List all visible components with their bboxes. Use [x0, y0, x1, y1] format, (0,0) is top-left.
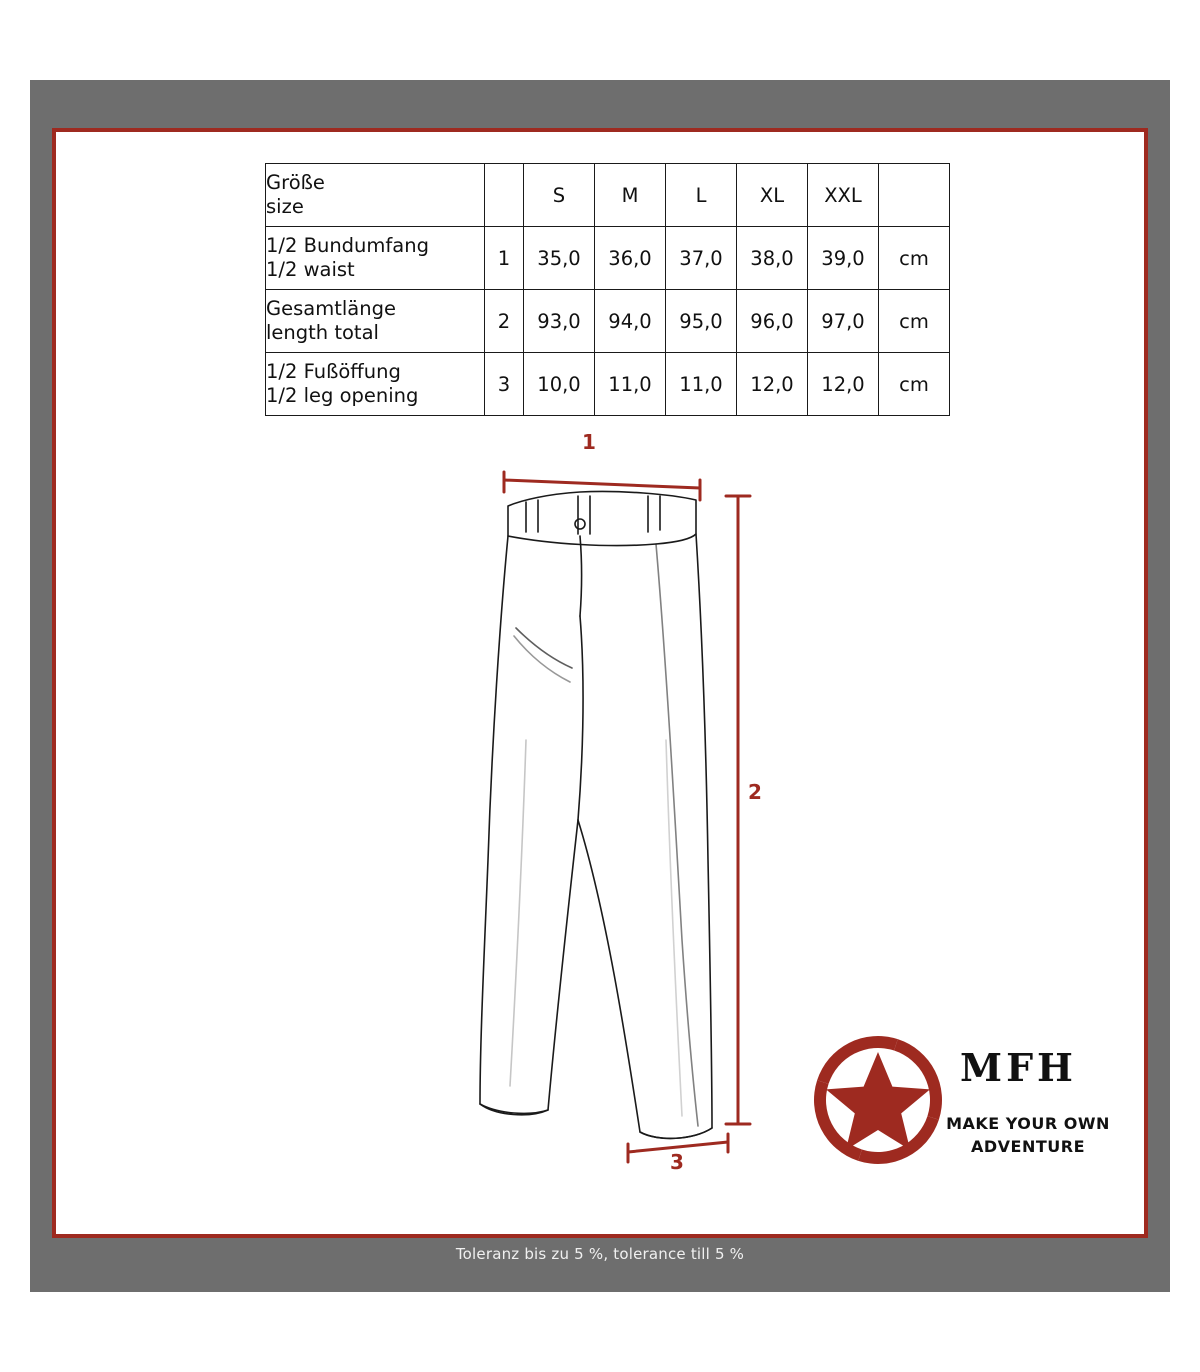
header-unit-cell — [879, 164, 950, 227]
row-value-s: 35,0 — [524, 227, 595, 290]
header-label-en: size — [266, 195, 304, 218]
row-value-m: 36,0 — [595, 227, 666, 290]
row-label-en: length total — [266, 321, 379, 344]
row-value-xxl: 39,0 — [808, 227, 879, 290]
table-header-row — [266, 164, 950, 227]
row-value-s: 10,0 — [524, 353, 595, 416]
trousers-illustration — [430, 430, 850, 1200]
row-unit: cm — [879, 227, 950, 290]
tolerance-note: Toleranz bis zu 5 %, tolerance till 5 % — [455, 1245, 745, 1263]
row-num: 1 — [485, 227, 524, 290]
row-label-de: Gesamtlänge — [266, 296, 396, 320]
table-row — [266, 227, 950, 290]
row-label-length — [266, 290, 485, 353]
star-circle-icon — [808, 1030, 948, 1170]
mfh-logo — [808, 1030, 1118, 1175]
row-value-l: 11,0 — [666, 353, 737, 416]
trousers-drawing-svg — [430, 440, 850, 1200]
row-value-m: 94,0 — [595, 290, 666, 353]
size-table — [265, 163, 950, 416]
logo-tagline-line2: ADVENTURE — [970, 1137, 1086, 1157]
row-num: 2 — [485, 290, 524, 353]
header-label-de: Größe — [266, 170, 325, 194]
header-size-xl: XL — [737, 164, 808, 227]
header-num-cell — [485, 164, 524, 227]
row-label-de: 1/2 Bundumfang — [266, 233, 429, 257]
row-value-l: 37,0 — [666, 227, 737, 290]
row-value-xl: 38,0 — [737, 227, 808, 290]
row-value-xxl: 12,0 — [808, 353, 879, 416]
row-value-l: 95,0 — [666, 290, 737, 353]
row-num: 3 — [485, 353, 524, 416]
row-label-de: 1/2 Fußöffung — [266, 359, 401, 383]
row-value-xxl: 97,0 — [808, 290, 879, 353]
row-value-m: 11,0 — [595, 353, 666, 416]
row-label-leg-opening — [266, 353, 485, 416]
row-value-s: 93,0 — [524, 290, 595, 353]
header-label-cell — [266, 164, 485, 227]
row-value-xl: 12,0 — [737, 353, 808, 416]
header-size-l: L — [666, 164, 737, 227]
dimension-label-3: 3 — [670, 1150, 684, 1174]
header-size-xxl: XXL — [808, 164, 879, 227]
logo-tagline-line1: MAKE YOUR OWN — [946, 1114, 1110, 1133]
header-size-m: M — [595, 164, 666, 227]
logo-tagline — [938, 1112, 1118, 1158]
row-value-xl: 96,0 — [737, 290, 808, 353]
row-unit: cm — [879, 353, 950, 416]
logo-brand-text: MFH — [960, 1045, 1077, 1090]
row-unit: cm — [879, 290, 950, 353]
table-row — [266, 353, 950, 416]
row-label-en: 1/2 leg opening — [266, 384, 419, 407]
dimension-label-1: 1 — [582, 430, 596, 454]
table-row — [266, 290, 950, 353]
header-size-s: S — [524, 164, 595, 227]
dimension-line-2 — [726, 496, 750, 1124]
row-label-en: 1/2 waist — [266, 258, 355, 281]
dimension-label-2: 2 — [748, 780, 762, 804]
row-label-waist — [266, 227, 485, 290]
